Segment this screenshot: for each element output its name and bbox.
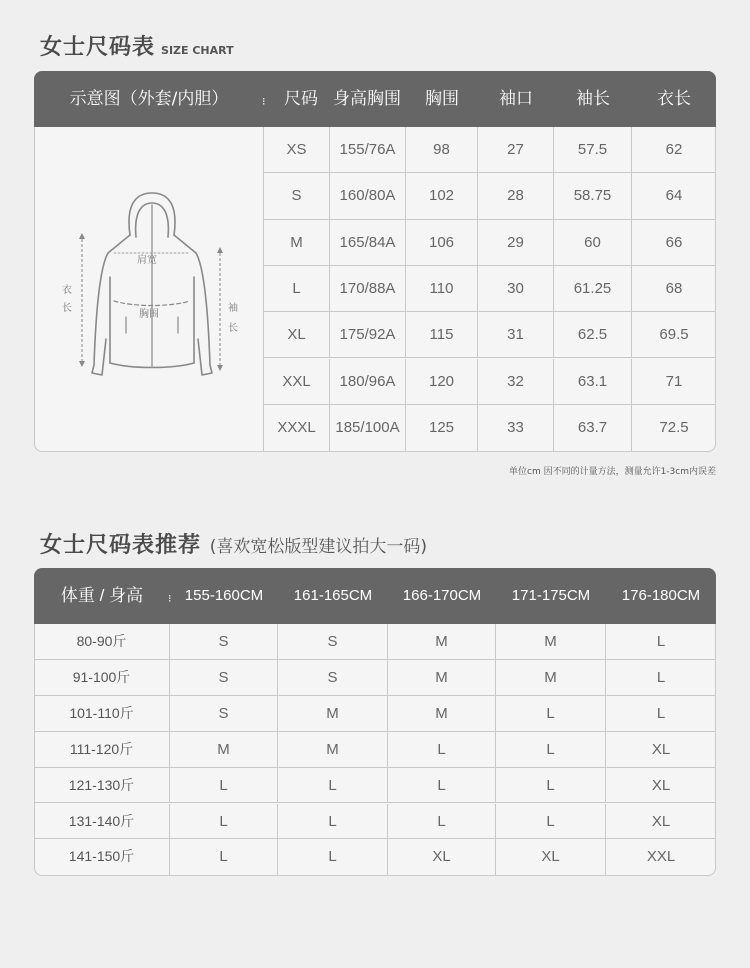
size-cell: 60: [554, 220, 632, 266]
recommend-cell: L: [170, 804, 278, 840]
header-sleeve: 袖长: [576, 89, 610, 109]
recommend-cell: S: [278, 624, 388, 660]
size-cell: 160/80A: [330, 173, 406, 219]
recommend-cell: M: [278, 696, 388, 732]
size-cell: 28: [478, 173, 554, 219]
size-cell: M: [264, 220, 330, 266]
weight-label: 131-140斤: [34, 804, 170, 840]
recommend-cell: M: [496, 624, 606, 660]
recommend-cell: L: [606, 660, 716, 696]
recommend-cell: L: [388, 732, 496, 768]
recommend-cell: M: [278, 732, 388, 768]
recommend-cell: S: [170, 696, 278, 732]
size-chart-table: [34, 71, 716, 452]
size-cell: 120: [406, 359, 478, 405]
header-divider-icon: ⁝: [262, 95, 266, 108]
recommend-cell: L: [278, 839, 388, 875]
recommend-cell: XL: [606, 768, 716, 804]
chest-label: 胸围: [139, 309, 159, 320]
size-cell: 102: [406, 173, 478, 219]
sleeve-label-2: 长: [228, 323, 238, 334]
header-divider-icon: ⁝: [168, 592, 172, 605]
size-cell: 31: [478, 312, 554, 358]
size-cell: 32: [478, 359, 554, 405]
size-cell: 69.5: [632, 312, 716, 358]
recommend-cell: XL: [496, 839, 606, 875]
weight-label: 101-110斤: [34, 696, 170, 732]
recommend-cell: M: [388, 696, 496, 732]
shoulder-label: 肩宽: [137, 255, 157, 266]
recommend-cell: XL: [606, 732, 716, 768]
size-cell: XS: [264, 127, 330, 173]
recommend-cell: M: [170, 732, 278, 768]
weight-label: 111-120斤: [34, 732, 170, 768]
recommend-cell: L: [388, 768, 496, 804]
size-cell: 57.5: [554, 127, 632, 173]
recommend-cell: L: [496, 768, 606, 804]
weight-label: 91-100斤: [34, 660, 170, 696]
recommend-cell: S: [170, 660, 278, 696]
weight-label: 121-130斤: [34, 768, 170, 804]
size-cell: XL: [264, 312, 330, 358]
recommend-cell: M: [496, 660, 606, 696]
size-chart-header: [34, 71, 716, 127]
size-cell: XXXL: [264, 405, 330, 451]
header-col-1: 155-160CM: [184, 587, 264, 604]
length-label-1: 衣: [62, 285, 72, 296]
header-col-4: 171-175CM: [511, 587, 591, 604]
recommend-cell: L: [496, 804, 606, 840]
recommend-table: [34, 568, 716, 876]
recommend-cell: L: [496, 732, 606, 768]
size-cell: L: [264, 266, 330, 312]
header-weight-height: 体重 / 身高: [60, 586, 144, 605]
recommend-subtitle: (喜欢宽松版型建议拍大一码): [209, 537, 427, 557]
recommend-cell: L: [170, 839, 278, 875]
recommend-cell: L: [278, 804, 388, 840]
size-cell: 125: [406, 405, 478, 451]
size-cell: 61.25: [554, 266, 632, 312]
size-cell: 63.7: [554, 405, 632, 451]
recommend-cell: L: [606, 696, 716, 732]
recommend-title: [40, 528, 427, 559]
size-cell: 165/84A: [330, 220, 406, 266]
size-cell: 71: [632, 359, 716, 405]
recommend-cell: XL: [606, 804, 716, 840]
weight-label: 80-90斤: [34, 624, 170, 660]
size-chart-title-text: 女士尺码表: [40, 35, 156, 60]
recommend-cell: XL: [388, 839, 496, 875]
size-cell: 106: [406, 220, 478, 266]
header-height-chest: 身高胸围: [333, 89, 401, 109]
measurement-note: 单位cm 因不同的计量方法，测量允许1-3cm内误差: [509, 467, 716, 477]
size-cell: 58.75: [554, 173, 632, 219]
size-cell: S: [264, 173, 330, 219]
header-col-3: 166-170CM: [402, 587, 482, 604]
size-cell: 27: [478, 127, 554, 173]
weight-label: 141-150斤: [34, 839, 170, 875]
size-cell: 63.1: [554, 359, 632, 405]
size-cell: 62: [632, 127, 716, 173]
length-label-2: 长: [62, 303, 72, 314]
size-cell: 180/96A: [330, 359, 406, 405]
size-cell: 30: [478, 266, 554, 312]
size-cell: 170/88A: [330, 266, 406, 312]
recommend-cell: M: [388, 624, 496, 660]
size-cell: 29: [478, 220, 554, 266]
size-cell: 64: [632, 173, 716, 219]
recommend-header: [34, 568, 716, 624]
size-cell: 115: [406, 312, 478, 358]
recommend-cell: L: [170, 768, 278, 804]
header-illustration: 示意图（外套/内胆）: [69, 89, 229, 109]
recommend-title-text: 女士尺码表推荐: [40, 533, 202, 558]
size-cell: 33: [478, 405, 554, 451]
size-cell: 72.5: [659, 418, 689, 436]
size-cell: 155/76A: [330, 127, 406, 173]
size-cell: 66: [632, 220, 716, 266]
header-length: 衣长: [657, 89, 691, 109]
size-cell: 175/92A: [330, 312, 406, 358]
recommend-cell: L: [278, 768, 388, 804]
recommend-cell: XXL: [646, 848, 676, 866]
size-cell: XXL: [264, 359, 330, 405]
size-cell: 185/100A: [330, 405, 406, 451]
size-chart-subtitle: SIZE CHART: [161, 44, 234, 57]
recommend-cell: L: [496, 696, 606, 732]
size-cell: 98: [406, 127, 478, 173]
recommend-cell: M: [388, 660, 496, 696]
size-chart-title: [40, 30, 234, 61]
recommend-cell: S: [170, 624, 278, 660]
header-size: 尺码: [284, 89, 318, 109]
header-col-5: 176-180CM: [621, 587, 701, 604]
size-cell: 62.5: [554, 312, 632, 358]
recommend-cell: S: [278, 660, 388, 696]
size-cell: 68: [632, 266, 716, 312]
recommend-cell: L: [606, 624, 716, 660]
size-cell: 110: [406, 266, 478, 312]
recommend-cell: L: [388, 804, 496, 840]
header-col-2: 161-165CM: [293, 587, 373, 604]
sleeve-label-1: 袖: [228, 303, 238, 314]
header-chest: 胸围: [425, 89, 459, 109]
jacket-illustration: [34, 127, 264, 451]
header-cuff: 袖口: [499, 89, 533, 109]
